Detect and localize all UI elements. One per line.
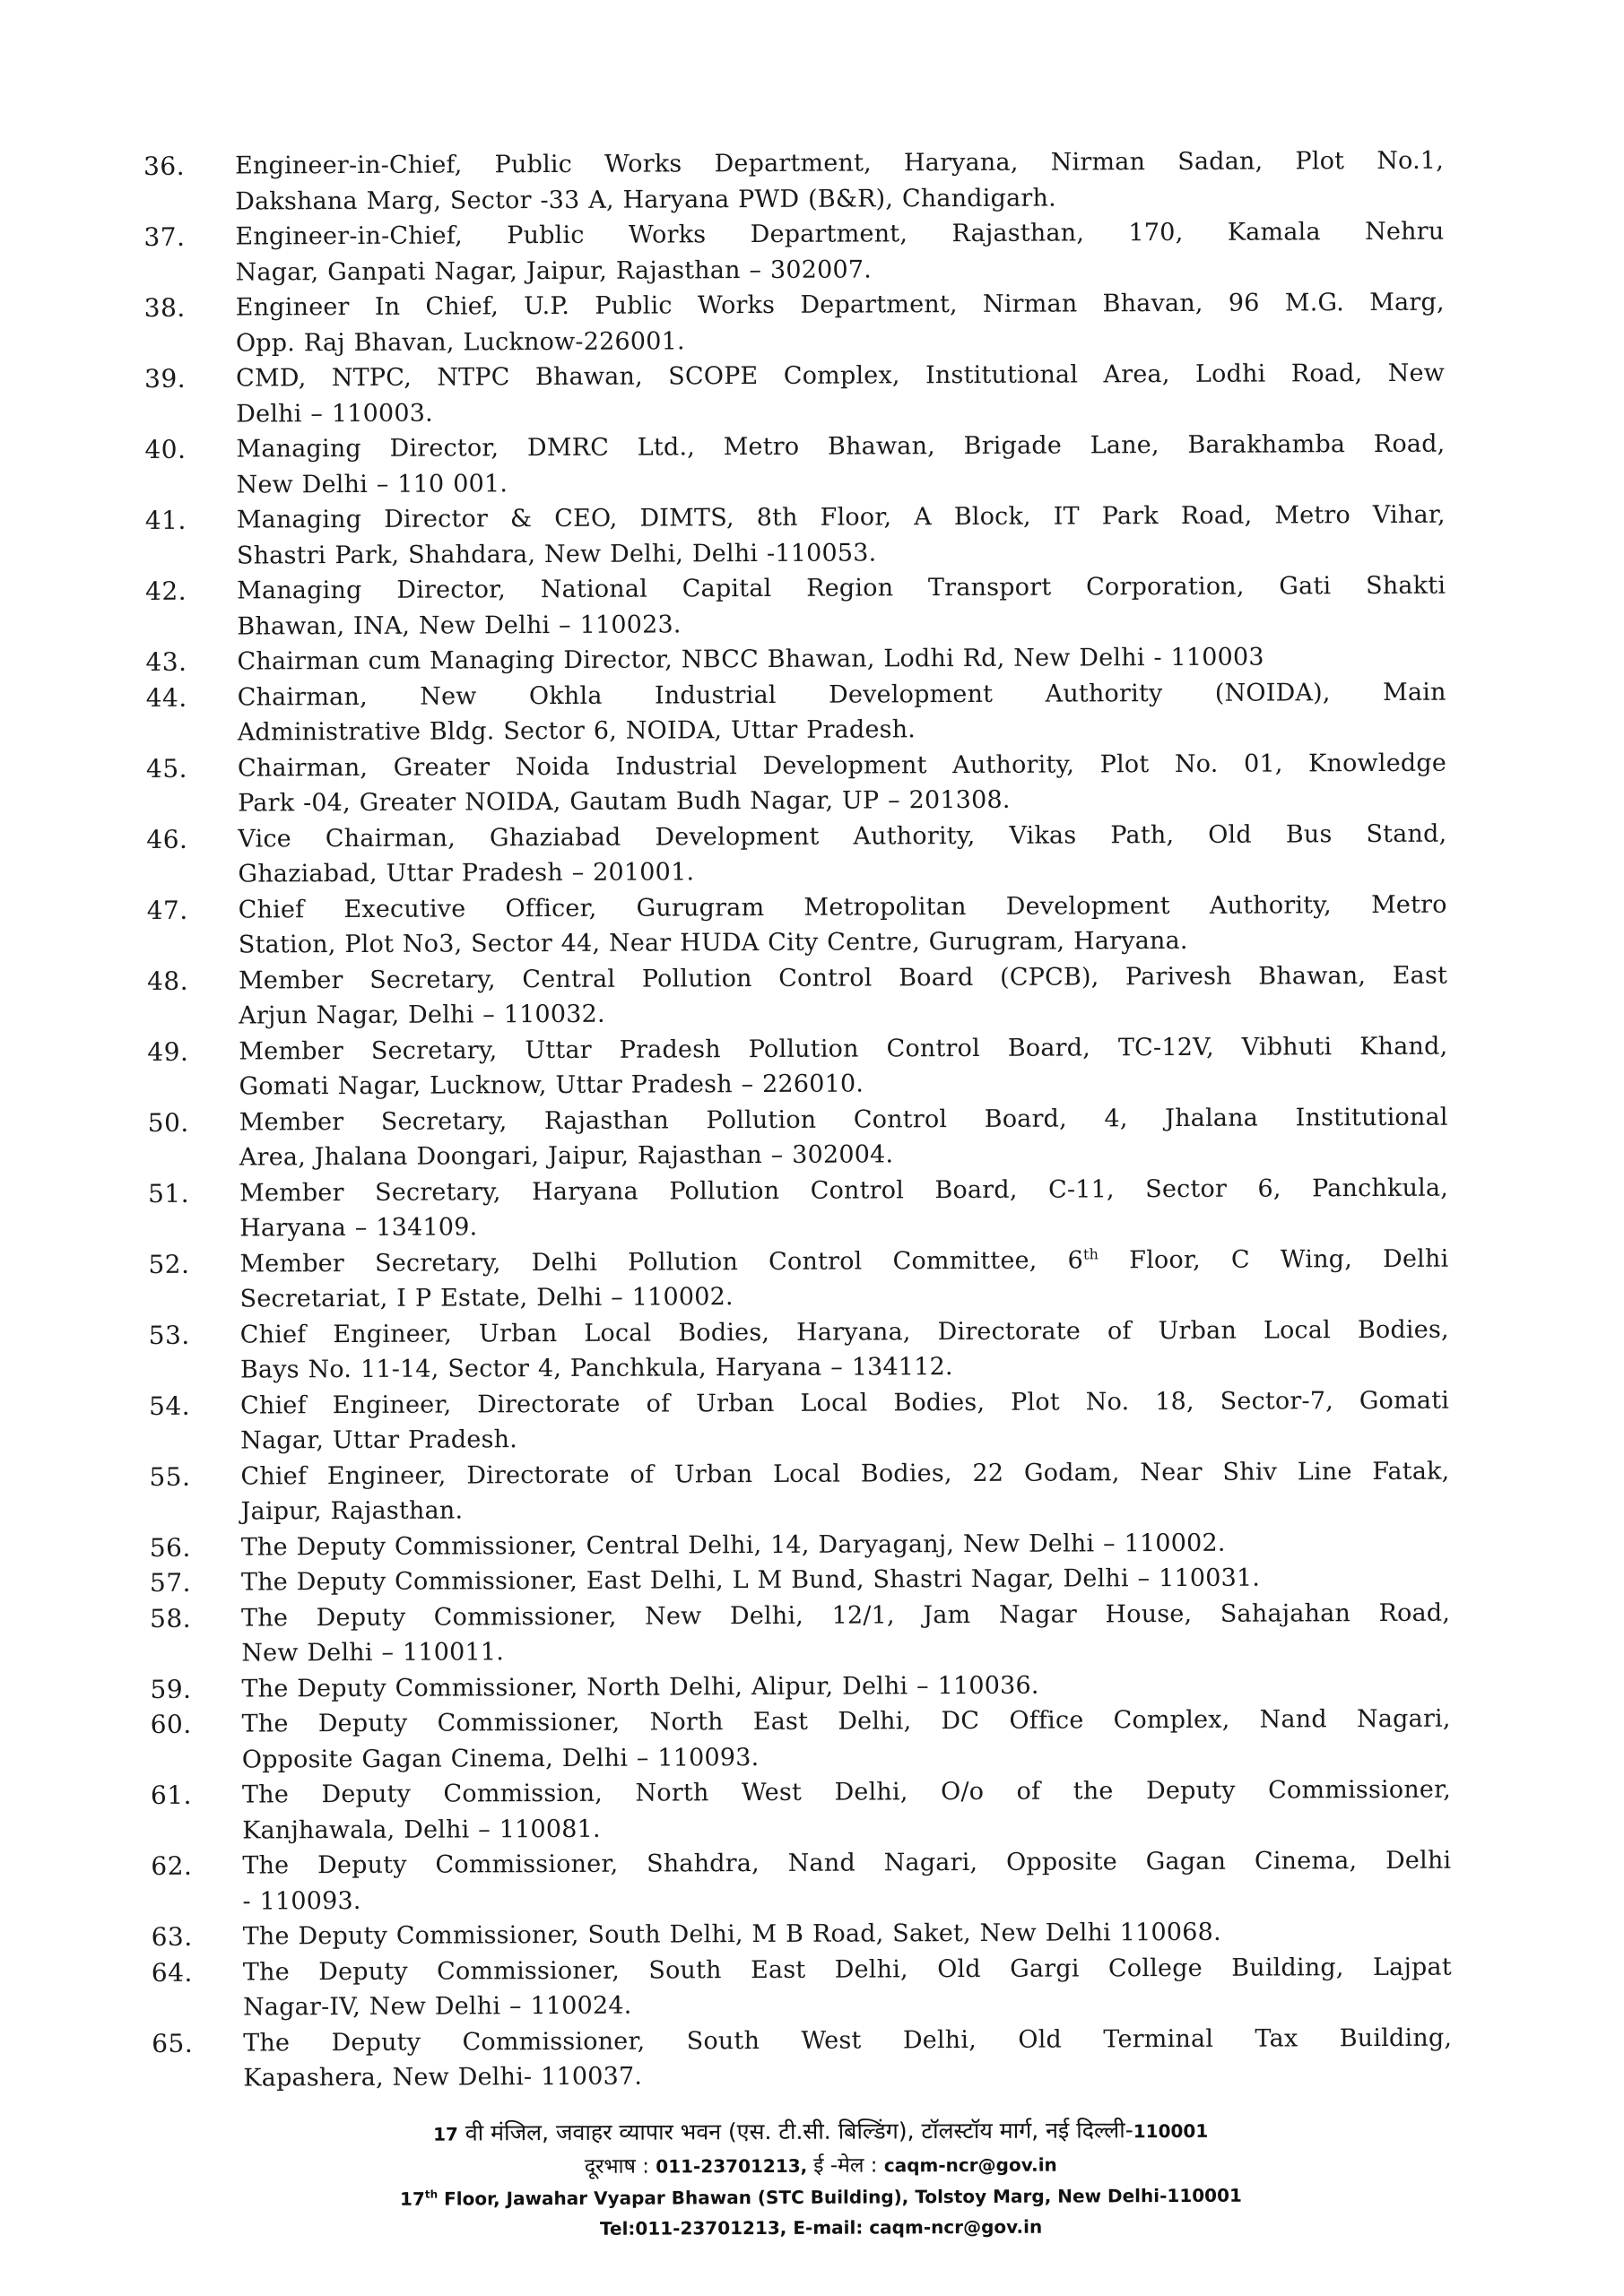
list-item [145,498,1446,574]
address-line: Kapashera, New Delhi- 110037. [243,2062,643,2092]
list-item [143,214,1444,290]
address-line: Member Secretary, Central Pollution Control Board (CPCB), Parivesh Bhawan, East [238,961,1448,995]
address-line: The Deputy Commissioner, North East Delhi, DC Office Complex, Nand Nagari, [241,1704,1451,1738]
item-address [237,568,1446,645]
item-address [240,1453,1449,1529]
item-address [243,2020,1452,2096]
address-line: Ghaziabad, Uttar Pradesh – 201001. [238,858,695,888]
address-line: Chief Executive Officer, Gurugram Metropolitan Development Authority, Metro [238,890,1447,924]
address-line-part: Floor, C Wing, Delhi [1099,1244,1449,1274]
list-item [145,639,1446,680]
address-line: Managing Director, National Capital Region Transport Corporation, Gati Shakti [237,571,1446,605]
address-line: Chief Engineer, Urban Local Bodies, Haryana, Directorate of Urban Local Bodies, [239,1315,1449,1349]
address-line: Member Secretary, Uttar Pradesh Pollution Control Board, TC-12V, Vibhuti Khand, [239,1032,1448,1066]
item-number: 63. [151,1921,193,1952]
address-line: Managing Director, DMRC Ltd., Metro Bhawan, Brigade Lane, Barakhamba Road, [236,429,1446,464]
list-item [151,1843,1451,1919]
address-line: The Deputy Commissioner, North Delhi, Alipur, Delhi – 110036. [241,1671,1039,1703]
address-line: Haryana – 134109. [239,1213,478,1243]
item-number: 44. [145,682,187,713]
address-line: Shastri Park, Shahdara, New Delhi, Delhi -110053. [236,538,877,570]
address-list [143,143,1452,2097]
list-item [144,356,1445,432]
item-address [236,356,1445,432]
footer-hindi-address-text: वी मंजिल, जवाहर व्यापार भवन (एस. टी.सी. बिल्डिंग), टॉलस्टॉय मार्ग, नई दिल्ली- [457,2117,1133,2146]
footer-hindi-email[interactable]: caqm-ncr@gov.in [883,2153,1057,2177]
list-item [148,1170,1448,1246]
list-item [148,1241,1448,1317]
item-address [239,887,1447,963]
item-address [238,674,1446,750]
address-line: The Deputy Commissioner, South East Delhi, Old Gargi College Building, Lajpat [242,1953,1452,1987]
address-line: Chairman cum Managing Director, NBCC Bhawan, Lodhi Rd, New Delhi - 110003 [237,643,1264,676]
item-number: 49. [147,1036,189,1067]
item-number: 52. [148,1249,190,1279]
item-number: 47. [146,895,188,925]
address-line: - 110093. [242,1886,361,1916]
item-address [241,1666,1450,1706]
item-number: 60. [150,1709,192,1739]
list-item [150,1666,1450,1707]
item-number: 43. [145,646,187,677]
footer-floor-sup: th [424,2188,439,2201]
list-item [152,1949,1452,2025]
item-address [239,1241,1448,1317]
list-item [152,2020,1452,2096]
item-address [238,745,1446,821]
address-line: Chairman, New Okhla Industrial Development Authority (NOIDA), Main [237,678,1446,712]
item-address [237,639,1446,680]
list-item [148,1099,1448,1175]
item-address [235,143,1444,220]
item-number: 56. [149,1532,191,1563]
item-number: 39. [144,363,187,394]
address-line: Member Secretary, Rajasthan Pollution Control Board, 4, Jhalana Institutional [239,1103,1448,1137]
address-line: The Deputy Commissioner, New Delhi, 12/1, Jam Nagar House, Sahajahan Road, [241,1599,1451,1633]
item-number: 59. [150,1674,192,1704]
address-line: New Delhi – 110 001. [236,469,508,499]
address-line: Engineer-in-Chief, Public Works Department, Rajasthan, 170, Kamala Nehru [235,217,1445,251]
item-number: 50. [147,1107,189,1138]
item-address [243,1949,1452,2025]
list-item [151,1772,1451,1849]
item-number: 45. [145,753,188,784]
item-address [241,1595,1450,1671]
address-line: Station, Plot No3, Sector 44, Near HUDA City Centre, Gurugram, Haryana. [238,926,1188,959]
list-item [147,887,1447,963]
address-line: Chief Engineer, Directorate of Urban Local Bodies, 22 Godam, Near Shiv Line Fatak, [240,1457,1450,1491]
item-address [236,285,1445,361]
list-item [144,427,1445,503]
item-number: 48. [146,966,189,996]
address-line: Managing Director & CEO, DIMTS, 8th Floor, A Block, IT Park Road, Metro Vihar, [236,500,1446,534]
address-line: The Deputy Commissioner, South West Delhi, Old Terminal Tax Building, [243,2023,1453,2058]
address-line: Chairman, Greater Noida Industrial Development Authority, Plot No. 01, Knowledge [237,749,1447,783]
footer-hindi-phone-label: दूरभाष : [584,2154,656,2179]
list-item [150,1524,1450,1565]
item-address [239,1170,1448,1246]
footer-hindi-floor-number: 17 [432,2123,458,2145]
address-line: Dakshana Marg, Sector -33 A, Haryana PWD (B&R), Chandigarh. [235,184,1056,216]
address-line: Park -04, Greater NOIDA, Gautam Budh Nagar, UP – 201308. [238,785,1011,818]
list-item [146,816,1446,892]
list-item [145,568,1446,645]
address-line: Bays No. 11-14, Sector 4, Panchkula, Haryana – 134112. [239,1353,953,1384]
address-line: Opposite Gagan Cinema, Delhi – 110093. [241,1743,760,1774]
item-number: 54. [149,1391,191,1421]
item-address [235,214,1444,290]
address-line: Area, Jhalana Doongari, Jaipur, Rajasthan – 302004. [239,1140,894,1172]
address-line: Administrative Bldg. Sector 6, NOIDA, Uttar Pradesh. [237,715,916,747]
address-line: Nagar-IV, New Delhi – 110024. [242,1991,632,2022]
address-line [239,1241,1448,1281]
item-number: 65. [152,2028,194,2058]
address-line: Kanjhawala, Delhi – 110081. [242,1815,601,1845]
item-number: 37. [143,221,186,252]
list-item [143,143,1444,220]
address-line: The Deputy Commissioner, Shahdra, Nand Nagari, Opposite Gagan Cinema, Delhi [242,1846,1452,1880]
item-number: 38. [143,292,186,323]
address-line: Arjun Nagar, Delhi – 110032. [239,1000,605,1030]
footer-floor-number: 17 [399,2188,425,2210]
list-item [150,1595,1450,1671]
item-number: 55. [149,1461,191,1492]
item-number: 57. [149,1567,192,1598]
item-address [239,1099,1448,1175]
item-address [240,1312,1449,1388]
address-line: Engineer In Chief, U.P. Public Works Department, Nirman Bhavan, 96 M.G. Marg, [235,288,1445,322]
letterhead-footer [9,2111,1624,2247]
address-line: The Deputy Commissioner, East Delhi, L M Bund, Shastri Nagar, Delhi – 110031. [240,1564,1261,1597]
item-address [238,816,1446,892]
address-line: Jaipur, Rajasthan. [240,1496,464,1526]
address-line: The Deputy Commissioner, Central Delhi, 14, Daryaganj, New Delhi – 110002. [240,1529,1226,1562]
footer-address-text: Floor, Jawahar Vyapar Bhawan (STC Building), Tolstoy Marg, New Delhi-110001 [438,2184,1242,2210]
address-line: Gomati Nagar, Lucknow, Uttar Pradesh – 226010. [239,1070,864,1101]
item-address [241,1560,1450,1600]
item-address [239,1028,1447,1105]
item-number: 40. [144,434,187,464]
footer-english-contact: Tel:011-23701213, E-mail: caqm-ncr@gov.in [599,2215,1043,2240]
ordinal-superscript: th [1082,1244,1099,1262]
address-line: Delhi – 110003. [236,399,433,429]
list-item [149,1312,1449,1388]
list-item [149,1453,1449,1529]
item-number: 36. [143,151,186,181]
list-item [147,1028,1447,1105]
item-number: 64. [151,1957,193,1988]
item-number: 42. [145,576,187,606]
address-line: Member Secretary, Haryana Pollution Control Board, C-11, Sector 6, Panchkula, [239,1174,1449,1208]
item-address [242,1843,1451,1919]
item-address [243,1914,1452,1954]
list-item [152,1914,1452,1955]
footer-hindi-phone: 011-23701213, [656,2154,814,2178]
address-line: Nagar, Ganpati Nagar, Jaipur, Rajasthan – 302007. [235,255,873,287]
list-item [147,957,1447,1034]
item-number: 46. [146,824,188,854]
list-item [146,674,1446,750]
item-number: 58. [150,1603,192,1633]
item-number: 53. [148,1320,190,1350]
address-line: Vice Chairman, Ghaziabad Development Authority, Vikas Path, Old Bus Stand, [238,819,1447,853]
footer-hindi-pin: 110001 [1133,2119,1209,2143]
item-address [241,1524,1450,1564]
address-line: Secretariat, I P Estate, Delhi – 110002. [239,1283,734,1313]
item-number: 61. [150,1780,193,1810]
list-item [144,285,1445,361]
address-line: Nagar, Uttar Pradesh. [240,1425,518,1455]
address-line: Chief Engineer, Directorate of Urban Local Bodies, Plot No. 18, Sector-7, Gomati [240,1386,1450,1420]
address-line: New Delhi – 110011. [241,1638,505,1668]
address-line: The Deputy Commission, North West Delhi, O/o of the Deputy Commissioner, [241,1775,1452,1809]
item-address [242,1772,1451,1849]
address-line: Engineer-in-Chief, Public Works Department, Haryana, Nirman Sadan, Plot No.1, [234,146,1445,180]
address-line-part: Member Secretary, Delhi Pollution Control Committee, 6 [239,1245,1084,1278]
address-line: CMD, NTPC, NTPC Bhawan, SCOPE Complex, Institutional Area, Lodhi Road, New [236,359,1446,393]
list-item [150,1560,1450,1601]
address-line: Bhawan, INA, New Delhi – 110023. [237,610,682,641]
item-number: 62. [151,1850,193,1881]
item-address [240,1382,1449,1459]
address-line: The Deputy Commissioner, South Delhi, M B Road, Saket, New Delhi 110068. [242,1918,1221,1951]
item-address [237,498,1446,574]
list-item [149,1382,1449,1459]
footer-hindi-email-label: ई -मेल : [813,2153,884,2178]
item-number: 41. [144,505,187,535]
item-number: 51. [147,1178,190,1209]
list-item [151,1702,1451,1778]
address-line: Opp. Raj Bhavan, Lucknow-226001. [235,326,685,358]
item-address [242,1702,1451,1778]
list-item [146,745,1446,821]
item-address [236,427,1445,503]
item-address [239,957,1447,1034]
